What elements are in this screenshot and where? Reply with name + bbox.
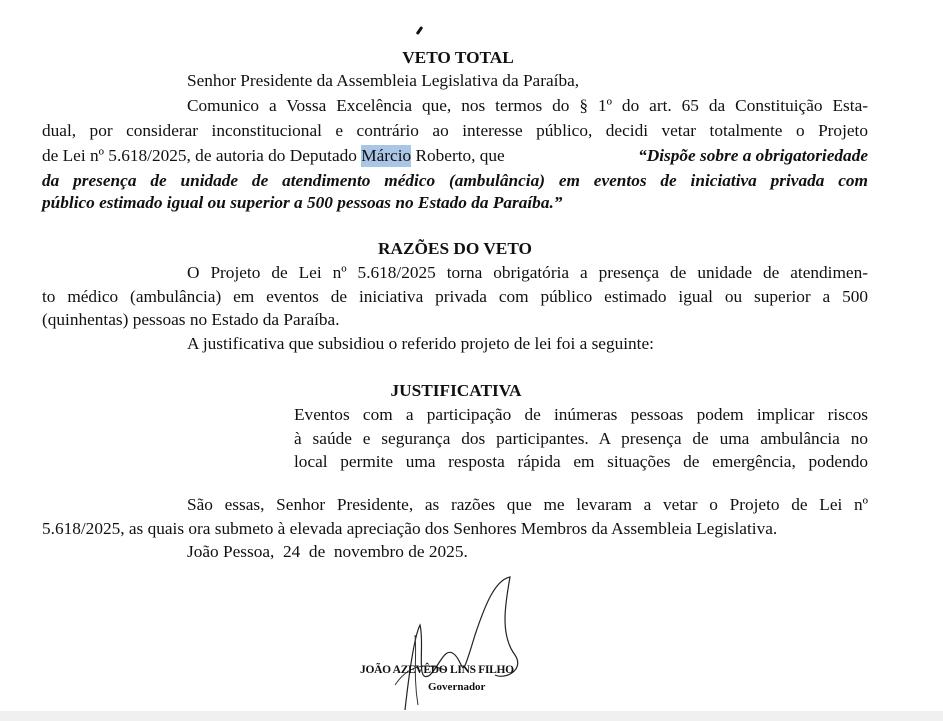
intro-line bbox=[42, 145, 868, 167]
intro-line: Comunico a Vossa Excelência que, nos termos do § 1º do art. 65 da Constituição Esta- bbox=[187, 96, 868, 115]
reasons-line: O Projeto de Lei nº 5.618/2025 torna obrigatória a presença de unidade de atendimen- bbox=[187, 263, 868, 282]
reasons-heading: RAZÕES DO VETO bbox=[378, 239, 532, 258]
selected-text[interactable]: Márcio bbox=[361, 146, 412, 165]
reasons-line: (quinhentas) pessoas no Estado da Paraíba. bbox=[42, 310, 340, 329]
intro-text: de Lei nº 5.618/2025, de autoria do Deputado bbox=[42, 146, 362, 165]
justification-heading: JUSTIFICATIVA bbox=[390, 381, 522, 400]
signatory-role: Governador bbox=[428, 681, 486, 693]
quote-line: público estimado igual ou superior a 500 pessoas no Estado da Paraíba.” bbox=[42, 193, 563, 212]
quote-line: da presença de unidade de atendimento médico (ambulância) em eventos de iniciativa privada com bbox=[42, 171, 868, 190]
justification-line: Eventos com a participação de inúmeras pessoas podem implicar riscos bbox=[294, 405, 868, 424]
signatory-name: JOÃO AZEVÊDO LINS FILHO bbox=[360, 664, 514, 676]
closing-line: 5.618/2025, as quais ora submeto à elevada apreciação dos Senhores Membros da Assembleia Legislativa. bbox=[42, 519, 778, 538]
justification-line: à saúde e segurança dos participantes. A presença de uma ambulância no bbox=[294, 429, 868, 448]
intro-line: dual, por considerar inconstitucional e contrário ao interesse público, decidi vetar totalmente o Projeto bbox=[42, 121, 868, 140]
place-date: João Pessoa, 24 de novembro de 2025. bbox=[187, 542, 468, 561]
signature-image bbox=[385, 575, 555, 715]
intro-text: Roberto, que bbox=[411, 146, 510, 165]
title-heading: VETO TOTAL bbox=[402, 48, 514, 67]
justification-line: local permite uma resposta rápida em situações de emergência, podendo bbox=[294, 452, 868, 471]
status-bar bbox=[0, 711, 943, 721]
quote-text: “Dispõe sobre a obrigatoriedade bbox=[638, 146, 868, 165]
salutation: Senhor Presidente da Assembleia Legislativa da Paraíba, bbox=[187, 71, 580, 90]
closing-line: São essas, Senhor Presidente, as razões que me levaram a vetar o Projeto de Lei nº bbox=[187, 495, 868, 514]
reasons-line: to médico (ambulância) em eventos de iniciativa privada com público estimado igual ou superior a 500 bbox=[42, 287, 868, 306]
scan-mark bbox=[416, 26, 424, 35]
justification-intro: A justificativa que subsidiou o referido projeto de lei foi a seguinte: bbox=[187, 334, 654, 353]
